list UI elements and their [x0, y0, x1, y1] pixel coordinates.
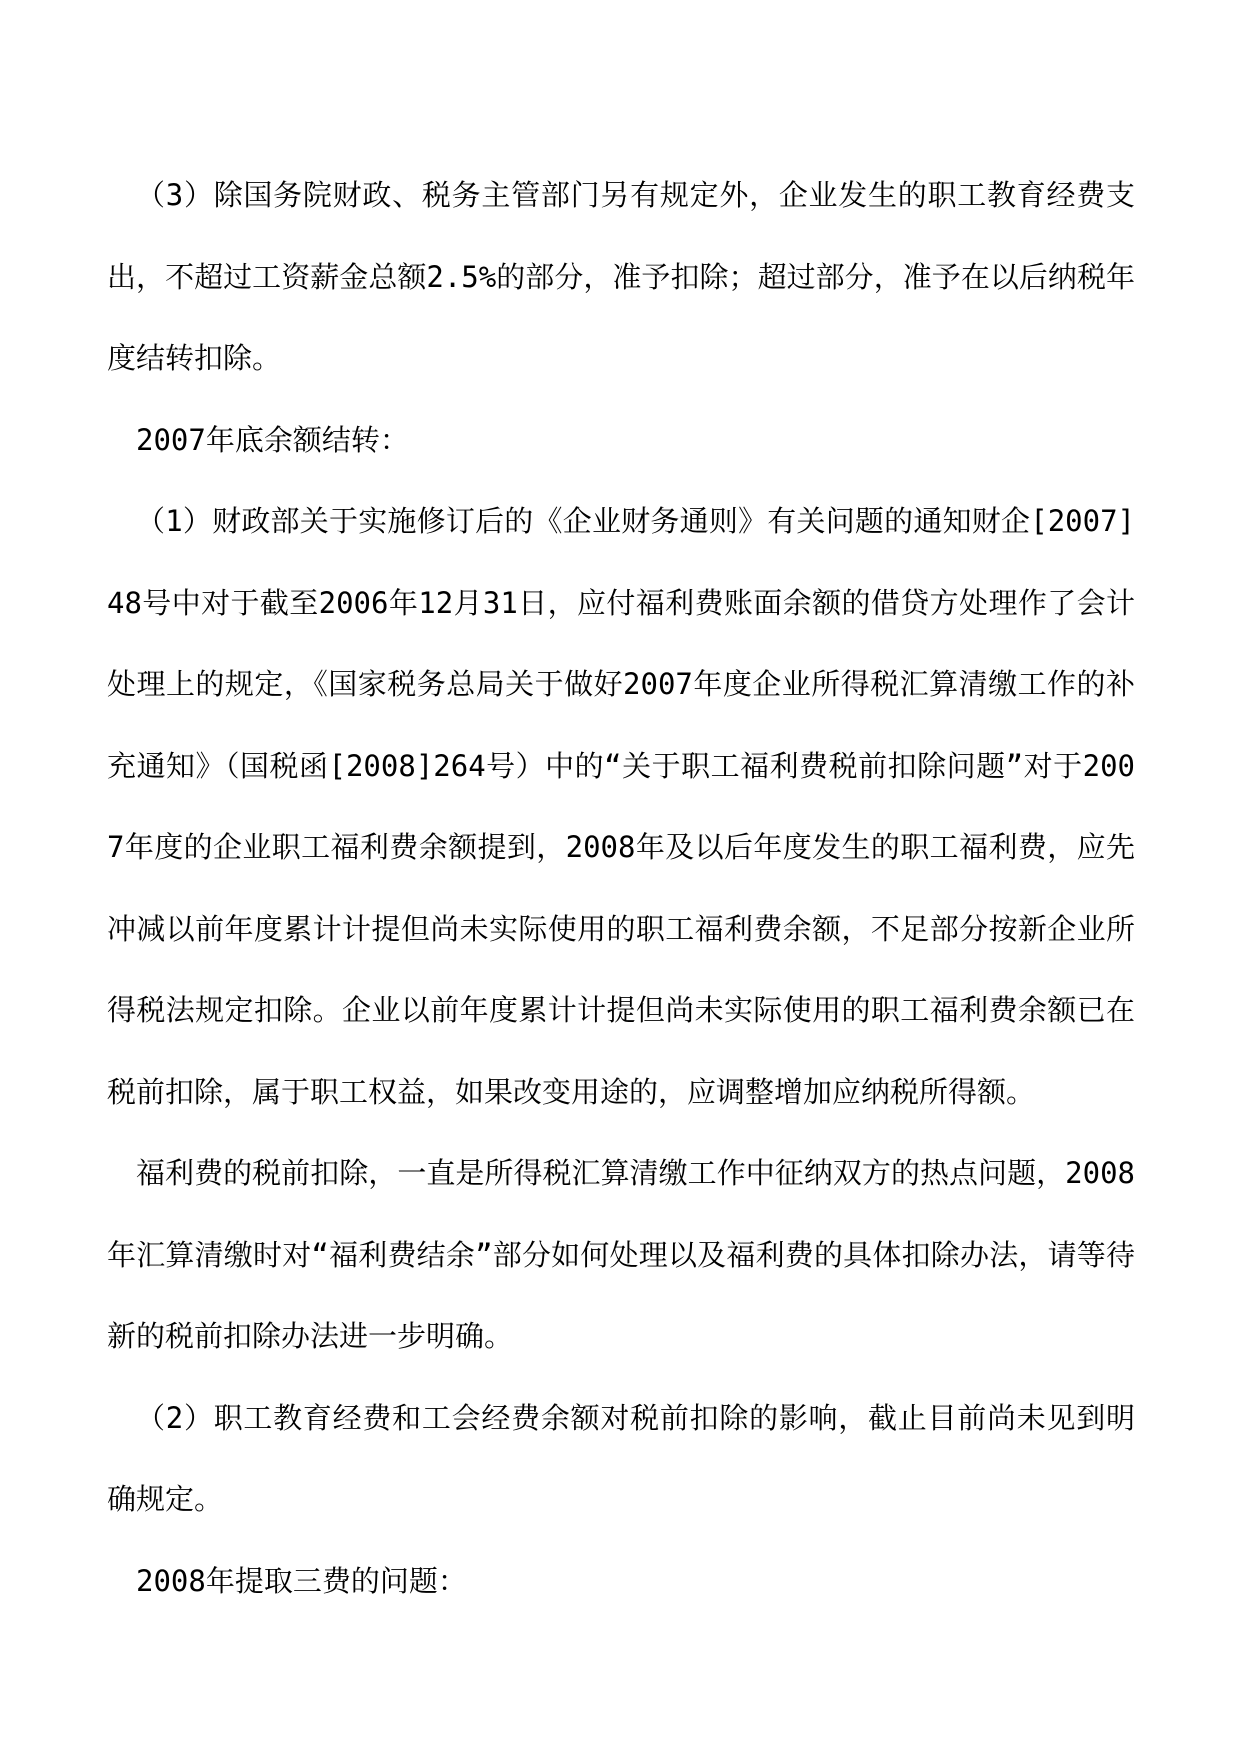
paragraph-education-union-balance: （2）职工教育经费和工会经费余额对税前扣除的影响，截止目前尚未见到明确规定。 [107, 1400, 1135, 1516]
paragraph-2007-balance-heading: 2007年底余额结转： [136, 422, 409, 457]
paragraph-welfare-deduction-note: 福利费的税前扣除，一直是所得税汇算清缴工作中征纳双方的热点问题，2008年汇算清缴时对“福利费结余”部分如何处理以及福利费的具体扣除办法，请等待新的税前扣除办法进一步明确。 [107, 1156, 1135, 1353]
paragraph-education-expense-rule: （3）除国务院财政、税务主管部门另有规定外，企业发生的职工教育经费支出，不超过工资薪金总额2.5%的部分，准予扣除；超过部分，准予在以后纳税年度结转扣除。 [107, 178, 1135, 375]
document-body [107, 155, 1135, 1622]
paragraph-2008-three-fees-heading: 2008年提取三费的问题： [136, 1563, 467, 1598]
paragraph-welfare-balance-rule: （1）财政部关于实施修订后的《企业财务通则》有关问题的通知财企[2007]48号中对于截至2006年12月31日，应付福利费账面余额的借贷方处理作了会计处理上的规定，《国家税务总局关于做好2007年度企业所得税汇算清缴工作的补充通知》（国税函[2008]264号）中的“关于职工福利费税前扣除问题”对于2007年度的企业职工福利费余额提到，2008年及以后年度发生的职工福利费，应先冲减以前年度累计计提但尚未实际使用的职工福利费余额，不足部分按新企业所得税法规定扣除。企业以前年度累计计提但尚未实际使用的职工福利费余额已在税前扣除，属于职工权益，如果改变用途的，应调整增加应纳税所得额。 [107, 504, 1135, 1109]
